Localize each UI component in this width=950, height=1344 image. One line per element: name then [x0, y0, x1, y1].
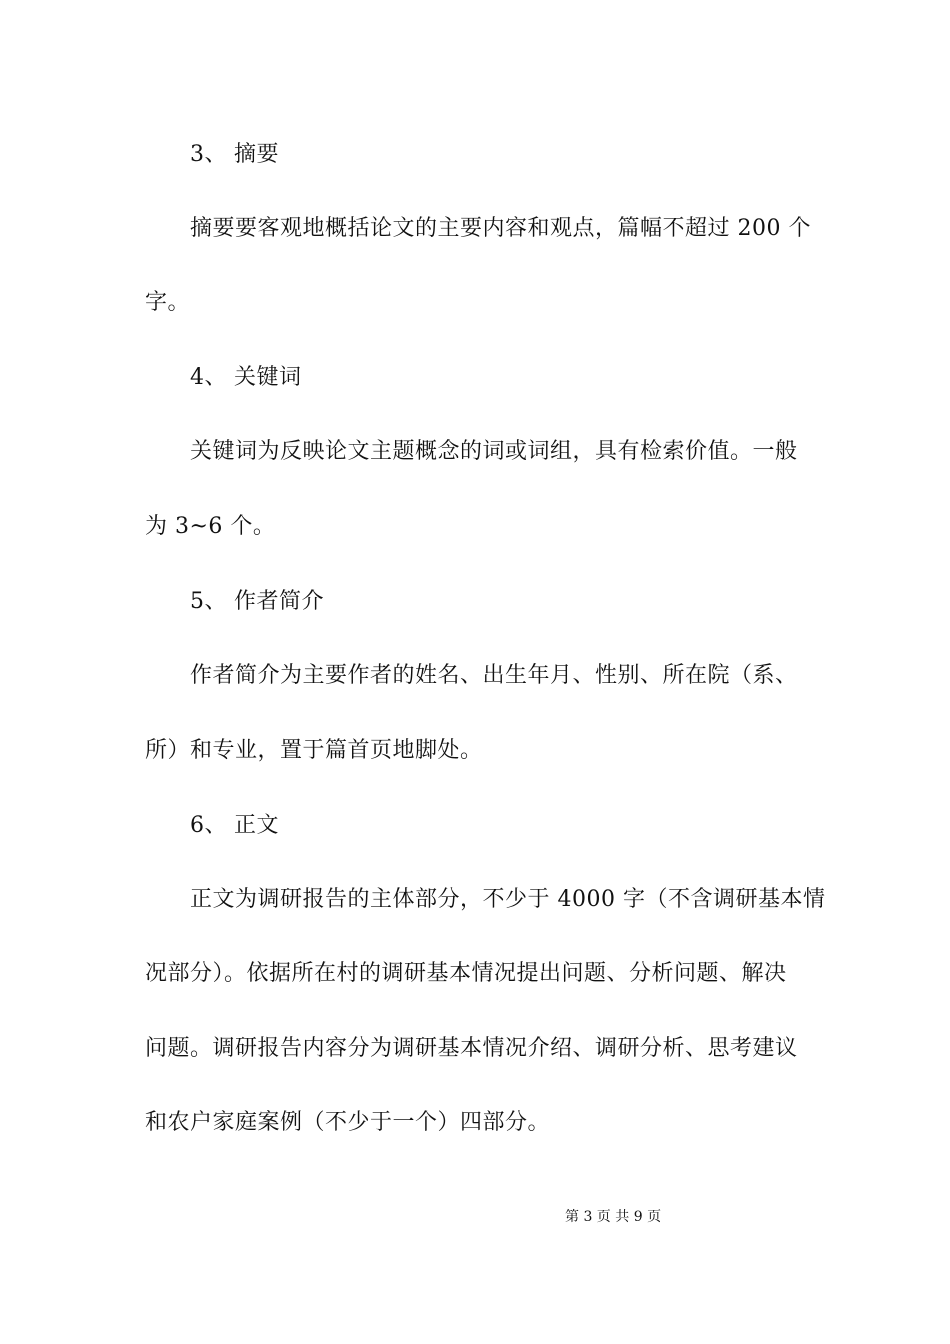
paragraph-line: 关键词为反映论文主题概念的词或词组，具有检索价值。一般	[190, 439, 798, 464]
section-number: 3、	[190, 142, 227, 167]
paragraph-line: 正文为调研报告的主体部分，不少于 4000 字（不含调研基本情	[190, 887, 826, 912]
section-number: 4、	[190, 365, 227, 390]
section-number: 6、	[190, 813, 227, 838]
page-number-footer: 第 3 页 共 9 页	[565, 1209, 662, 1225]
paragraph-line: 摘要要客观地概括论文的主要内容和观点，篇幅不超过 200 个	[190, 216, 811, 241]
paragraph-line: 况部分）。依据所在村的调研基本情况提出问题、分析问题、解决	[145, 961, 787, 986]
section-number: 5、	[190, 589, 227, 614]
paragraph-line: 和农户家庭案例（不少于一个）四部分。	[145, 1110, 551, 1135]
section-title: 摘要	[234, 142, 280, 167]
paragraph-line: 问题。调研报告内容分为调研基本情况介绍、调研分析、思考建议	[145, 1036, 798, 1061]
paragraph-line: 所）和专业，置于篇首页地脚处。	[145, 738, 483, 763]
section-heading-author-profile	[190, 588, 860, 616]
paragraph-line: 作者简介为主要作者的姓名、出生年月、性别、所在院（系、	[190, 663, 798, 688]
section-title: 正文	[234, 813, 280, 838]
paragraph-line: 字。	[145, 290, 191, 315]
section-title: 作者简介	[234, 589, 325, 614]
section-heading-main-text	[190, 812, 860, 840]
paragraph-line: 为 3~6 个。	[145, 514, 276, 539]
section-title: 关键词	[234, 365, 302, 390]
section-heading-keywords	[190, 364, 860, 392]
section-heading-abstract	[190, 141, 860, 169]
